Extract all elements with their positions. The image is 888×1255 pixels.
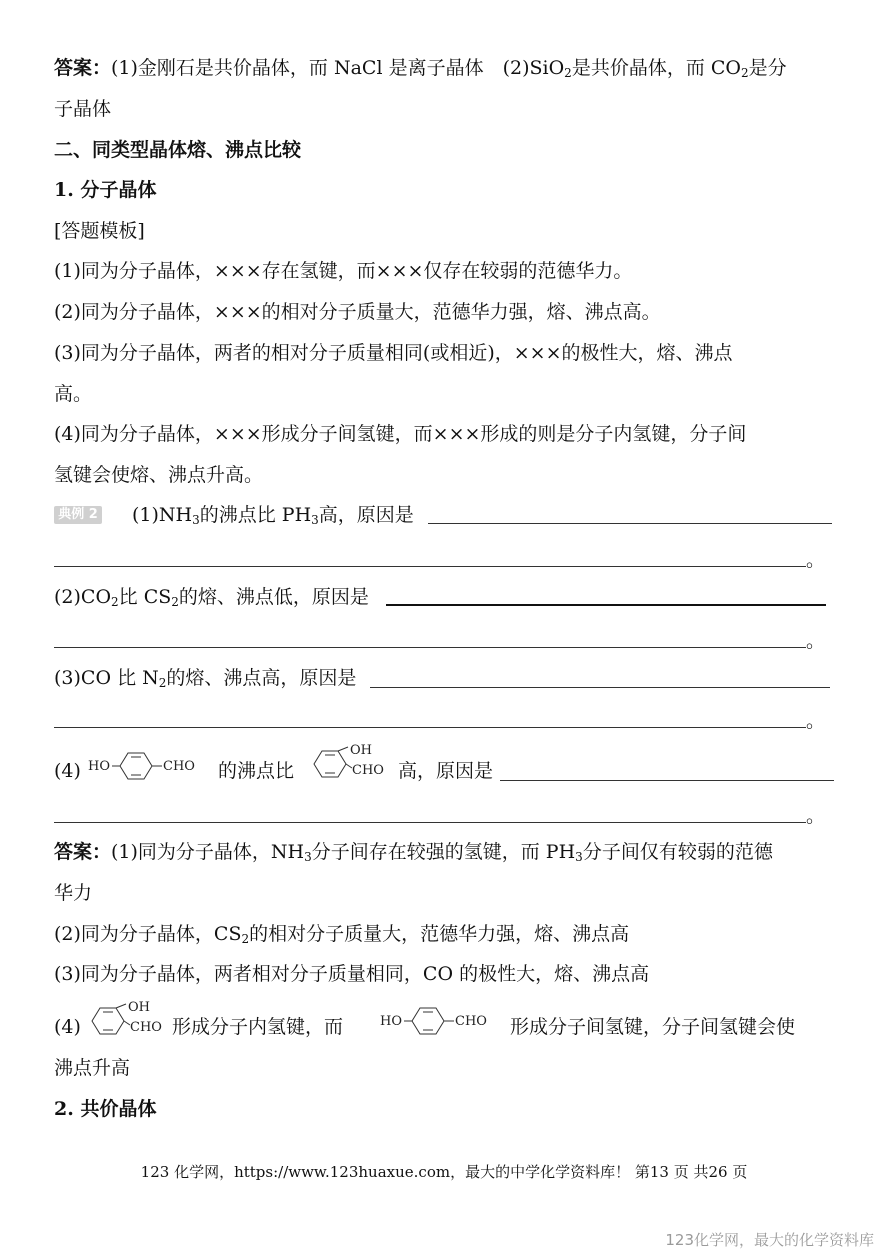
answer-blank[interactable] [54, 566, 806, 567]
subscript: 2 [158, 676, 167, 690]
answer-2-item-4-text-c: 形成分子间氢键，分子间氢键会使 [510, 1016, 796, 1038]
subscript: 2 [171, 595, 179, 609]
example-badge: 典例 2 [54, 506, 102, 524]
a1-text-c: 分子间仅有较弱的范德 [582, 841, 773, 863]
answer-blank[interactable] [54, 647, 806, 648]
subscript: 2 [740, 66, 749, 80]
template-item-4b: 氢键会使熔、沸点升高。 [54, 464, 264, 486]
answer-1-line-1 [54, 54, 787, 82]
answer-label: 答案： [54, 57, 112, 79]
subscript: 3 [311, 513, 319, 527]
q2-text-b: 比 CS [118, 586, 172, 608]
q1-text-b: 的沸点比 PH [199, 504, 312, 526]
template-item-4a: (4)同为分子晶体，×××形成分子间氢键，而×××形成的则是分子内氢键，分子间 [54, 423, 747, 445]
question-4-text-c: 高，原因是 [398, 760, 494, 782]
answer-label: 答案： [54, 841, 112, 863]
q2-text-c: 的熔、沸点低，原因是 [178, 586, 369, 608]
answer-2-item-2 [54, 920, 629, 948]
answer-2-line-2: 华力 [54, 882, 93, 904]
subscript: 3 [192, 513, 200, 527]
molecule-label: OH [128, 1000, 150, 1015]
subscript: 2 [111, 595, 119, 609]
ortho-hydroxybenzaldehyde-structure [308, 742, 396, 786]
a2-text-a: (2)同为分子晶体，CS [54, 923, 242, 945]
subscript: 3 [304, 850, 312, 864]
answer-blank[interactable] [54, 822, 806, 823]
answer-blank[interactable] [54, 727, 806, 728]
molecule-label: OH [350, 743, 372, 758]
q1-text-c: 高，原因是 [318, 504, 414, 526]
a1-text-b: 分子间存在较强的氢键，而 PH [311, 841, 576, 863]
para-hydroxybenzaldehyde-structure [86, 748, 214, 784]
page-footer: 123 化学网，https://www.123huaxue.com，最大的中学化学资料库！ 第13 页 共26 页 [140, 1163, 748, 1181]
q3-text-b: 的熔、沸点高，原因是 [166, 667, 357, 689]
subscript: 3 [575, 850, 583, 864]
a2-text-b: 的相对分子质量大，范德华力强，熔、沸点高 [249, 923, 630, 945]
a1-text-a: (1)同为分子晶体，NH [111, 841, 305, 863]
template-item-3a: (3)同为分子晶体，两者的相对分子质量相同(或相近)，×××的极性大，熔、沸点 [54, 342, 733, 364]
subscript: 2 [564, 66, 572, 80]
answer-2-item-3: (3)同为分子晶体，两者相对分子质量相同，CO 的极性大，熔、沸点高 [54, 963, 650, 985]
answer-blank[interactable] [500, 780, 834, 781]
subsection-1-title: 1. 分子晶体 [54, 179, 157, 201]
answer-2-item-4-text-d: 沸点升高 [54, 1057, 131, 1079]
answer-blank[interactable] [386, 604, 826, 606]
answer-2-item-4-text-b: 形成分子内氢键，而 [172, 1016, 344, 1038]
question-3 [54, 664, 356, 692]
answer-2-item-4-number: (4) [54, 1016, 81, 1038]
answer-1-line-2: 子晶体 [54, 98, 112, 120]
template-item-1: (1)同为分子晶体，×××存在氢键，而×××仅存在较弱的范德华力。 [54, 260, 633, 282]
answer-1-text-c: 是分 [748, 57, 787, 79]
period: 。 [806, 549, 826, 571]
question-1 [132, 501, 414, 529]
question-2 [54, 583, 369, 611]
molecule-label: HO [380, 1014, 402, 1029]
answer-1-text-a: (1)金刚石是共价晶体，而 NaCl 是离子晶体 (2)SiO [111, 57, 565, 79]
molecule-label: CHO [163, 759, 195, 774]
answer-blank[interactable] [428, 523, 832, 524]
ortho-hydroxybenzaldehyde-structure [86, 999, 174, 1043]
question-4-number: (4) [54, 760, 81, 782]
template-item-3b: 高。 [54, 383, 93, 405]
template-label: [答题模板] [54, 220, 145, 242]
molecule-label: HO [88, 759, 110, 774]
answer-2-line-1 [54, 838, 773, 866]
para-hydroxybenzaldehyde-structure [378, 1003, 506, 1039]
q1-text-a: (1)NH [132, 504, 193, 526]
subsection-2-title: 2. 共价晶体 [54, 1098, 157, 1120]
question-4-text-b: 的沸点比 [218, 760, 295, 782]
answer-1-text-b: 是共价晶体，而 CO [571, 57, 741, 79]
section-2-title: 二、同类型晶体熔、沸点比较 [54, 139, 302, 161]
period: 。 [806, 805, 826, 827]
template-item-2: (2)同为分子晶体，×××的相对分子质量大，范德华力强，熔、沸点高。 [54, 301, 661, 323]
q3-text-a: (3)CO 比 N [54, 667, 159, 689]
period: 。 [806, 630, 826, 652]
watermark: 123化学网，最大的化学资料库 [665, 1231, 874, 1249]
molecule-label: CHO [352, 763, 384, 778]
q2-text-a: (2)CO [54, 586, 112, 608]
molecule-label: CHO [455, 1014, 487, 1029]
subscript: 2 [241, 932, 250, 946]
molecule-label: CHO [130, 1020, 162, 1035]
period: 。 [806, 710, 826, 732]
answer-blank[interactable] [370, 687, 830, 688]
